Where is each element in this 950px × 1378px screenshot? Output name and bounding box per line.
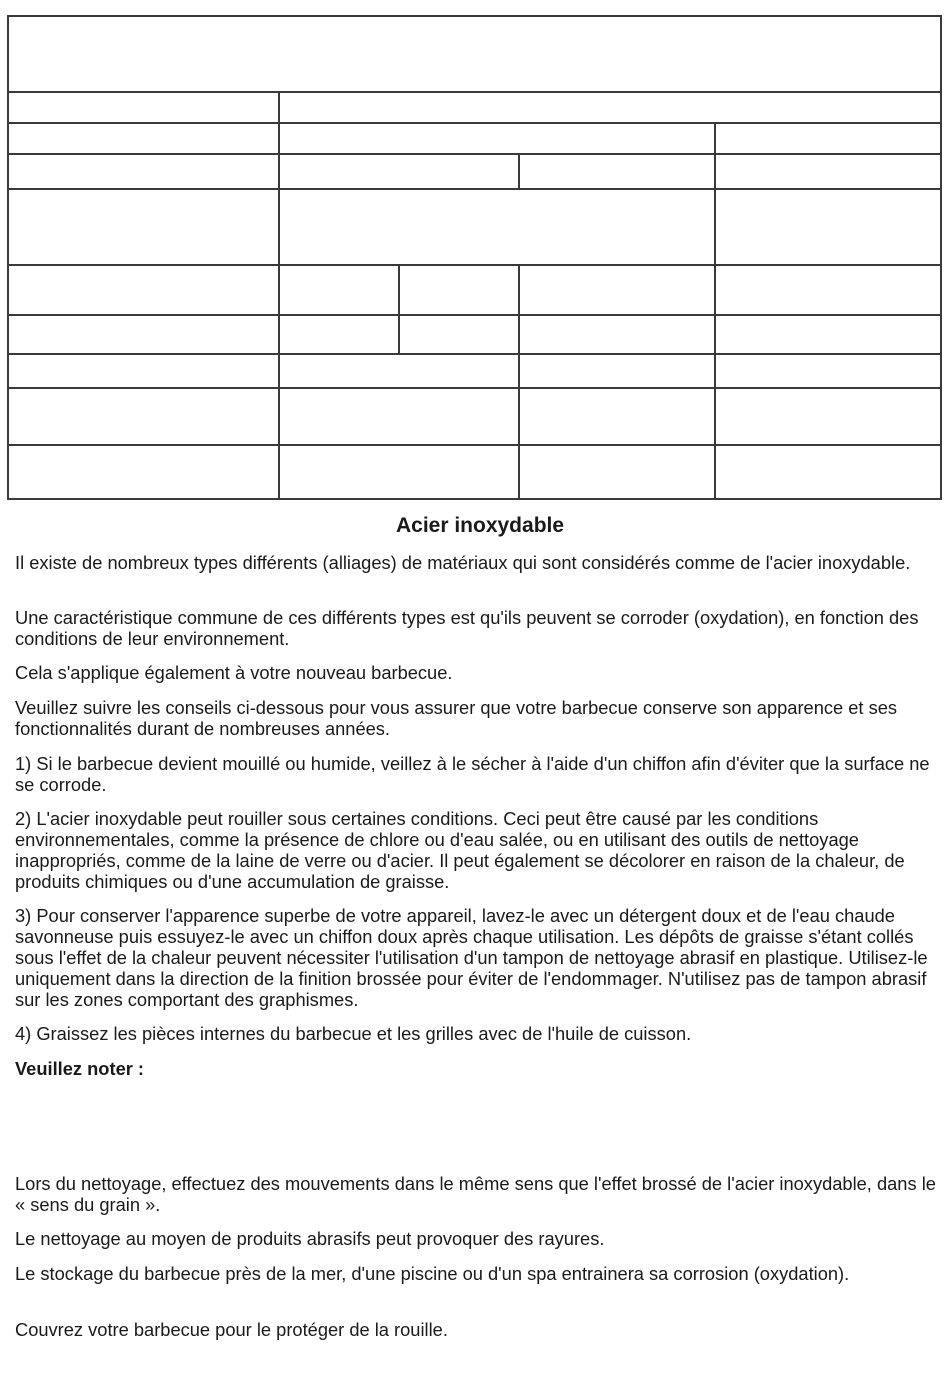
table-row-divider	[9, 353, 940, 355]
intro-paragraph: Veuillez suivre les conseils ci-dessous pour vous assurer que votre barbecue conserve son apparence et ses fonctionnalités durant de nombreuses années.	[15, 697, 898, 739]
note-label: Veuillez noter :	[15, 1058, 145, 1079]
note-paragraph: Le stockage du barbecue près de la mer, d'une piscine ou d'un spa entrainera sa corrosion (oxydation).	[15, 1263, 850, 1284]
intro-paragraph: Une caractéristique commune de ces différents types est qu'ils peuvent se corroder (oxydation), en fonction des conditions de leur environnement.	[15, 607, 919, 649]
intro-paragraph: Il existe de nombreux types différents (alliages) de matériaux qui sont considérés comme de l'acier inoxydable.	[15, 552, 911, 573]
intro-paragraph: Cela s'applique également à votre nouveau barbecue.	[15, 662, 453, 683]
table-col-divider	[398, 264, 400, 353]
table-row-divider	[9, 264, 940, 266]
table-row-divider	[9, 387, 940, 389]
table-row-divider	[9, 314, 940, 316]
table-col-divider	[518, 264, 520, 498]
spec-table	[7, 15, 942, 500]
table-row-divider	[9, 122, 940, 124]
care-tip-3: 3) Pour conserver l'apparence superbe de votre appareil, lavez-le avec un détergent doux et de l'eau chaude savonneuse puis essuyez-le avec un chiffon doux après chaque utilisation. Les dépôts de graisse s'étant collés sous l'effet de la chaleur peuvent nécessiter l'utilisation d'un tampon de nettoyage abrasif en plastique. Utilisez-le uniquement dans la direction de la finition brossée pour éviter de l'endommager. N'utilisez pas de tampon abrasif sur les zones comportant des graphismes.	[15, 905, 928, 1010]
care-tip-4: 4) Graissez les pièces internes du barbecue et les grilles avec de l'huile de cuisson.	[15, 1023, 692, 1044]
note-paragraph: Couvrez votre barbecue pour le protéger de la rouille.	[15, 1319, 448, 1340]
section-title: Acier inoxydable	[395, 514, 565, 537]
note-paragraph: Le nettoyage au moyen de produits abrasifs peut provoquer des rayures.	[15, 1228, 605, 1249]
table-row-divider	[9, 188, 940, 190]
table-row-divider	[9, 91, 940, 93]
table-row-divider	[9, 153, 940, 155]
note-paragraph: Lors du nettoyage, effectuez des mouvements dans le même sens que l'effet brossé de l'acier inoxydable, dans le « sens du grain ».	[15, 1173, 936, 1215]
table-col-divider	[518, 153, 520, 188]
table-col-divider	[714, 122, 716, 498]
care-tip-2: 2) L'acier inoxydable peut rouiller sous certaines conditions. Ceci peut être causé par les conditions environnementales, comme la présence de chlore ou d'eau salée, ou en utilisant des outils de nettoyage inappropriés, comme de la laine de verre ou d'acier. Il peut également se décolorer en raison de la chaleur, de produits chimiques ou d'une accumulation de graisse.	[15, 808, 905, 892]
care-tip-1: 1) Si le barbecue devient mouillé ou humide, veillez à le sécher à l'aide d'un chiffon afin d'éviter que la surface ne se corrode.	[15, 753, 930, 795]
table-row-divider	[9, 444, 940, 446]
table-col-divider	[278, 91, 280, 498]
